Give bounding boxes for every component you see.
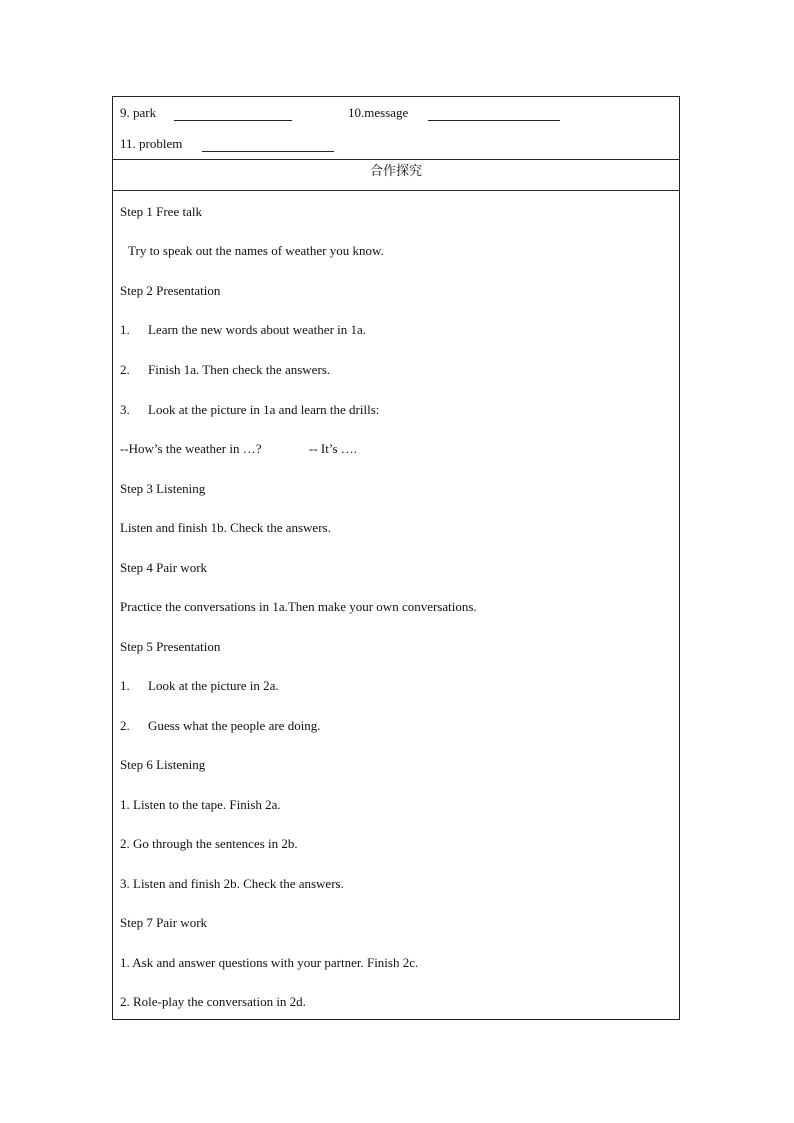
step-heading: Step 4 Pair work: [120, 560, 208, 575]
drill-answer: -- It’s ….: [309, 441, 358, 456]
text-line: 1. Ask and answer questions with your partner. Finish 2c.: [120, 955, 419, 970]
vocab-item-11: 11. problem: [120, 136, 183, 151]
list-number: 3.: [120, 402, 130, 417]
list-item: Learn the new words about weather in 1a.: [148, 322, 367, 337]
row-divider: [113, 159, 679, 160]
step-heading: Step 7 Pair work: [120, 915, 208, 930]
step-heading: Step 3 Listening: [120, 481, 206, 496]
drill-question: --How’s the weather in …?: [120, 441, 262, 456]
worksheet-table: [112, 96, 680, 1020]
step-heading: Step 2 Presentation: [120, 283, 221, 298]
text-line: 3. Listen and finish 2b. Check the answers.: [120, 876, 344, 891]
list-number: 1.: [120, 678, 130, 693]
list-number: 1.: [120, 322, 130, 337]
text-line: 2. Go through the sentences in 2b.: [120, 836, 298, 851]
text-line: Listen and finish 1b. Check the answers.: [120, 520, 331, 535]
vocab-item-10: 10.message: [348, 105, 409, 120]
text-line: Practice the conversations in 1a.Then make your own conversations.: [120, 599, 477, 614]
text-line: Try to speak out the names of weather you know.: [128, 243, 384, 258]
row-divider: [113, 190, 679, 191]
step-heading: Step 6 Listening: [120, 757, 206, 772]
vocab-blank-10[interactable]: [428, 120, 560, 121]
vocab-blank-11[interactable]: [202, 151, 334, 152]
vocab-item-9: 9. park: [120, 105, 157, 120]
text-line: 1. Listen to the tape. Finish 2a.: [120, 797, 281, 812]
step-heading: Step 5 Presentation: [120, 639, 221, 654]
section-header: 合作探究: [369, 163, 422, 178]
list-number: 2.: [120, 718, 130, 733]
vocab-blank-9[interactable]: [174, 120, 292, 121]
list-item: Guess what the people are doing.: [148, 718, 321, 733]
step-heading: Step 1 Free talk: [120, 204, 202, 219]
list-item: Finish 1a. Then check the answers.: [148, 362, 331, 377]
text-line: 2. Role-play the conversation in 2d.: [120, 994, 306, 1009]
list-item: Look at the picture in 2a.: [148, 678, 279, 693]
list-item: Look at the picture in 1a and learn the drills:: [148, 402, 380, 417]
list-number: 2.: [120, 362, 130, 377]
